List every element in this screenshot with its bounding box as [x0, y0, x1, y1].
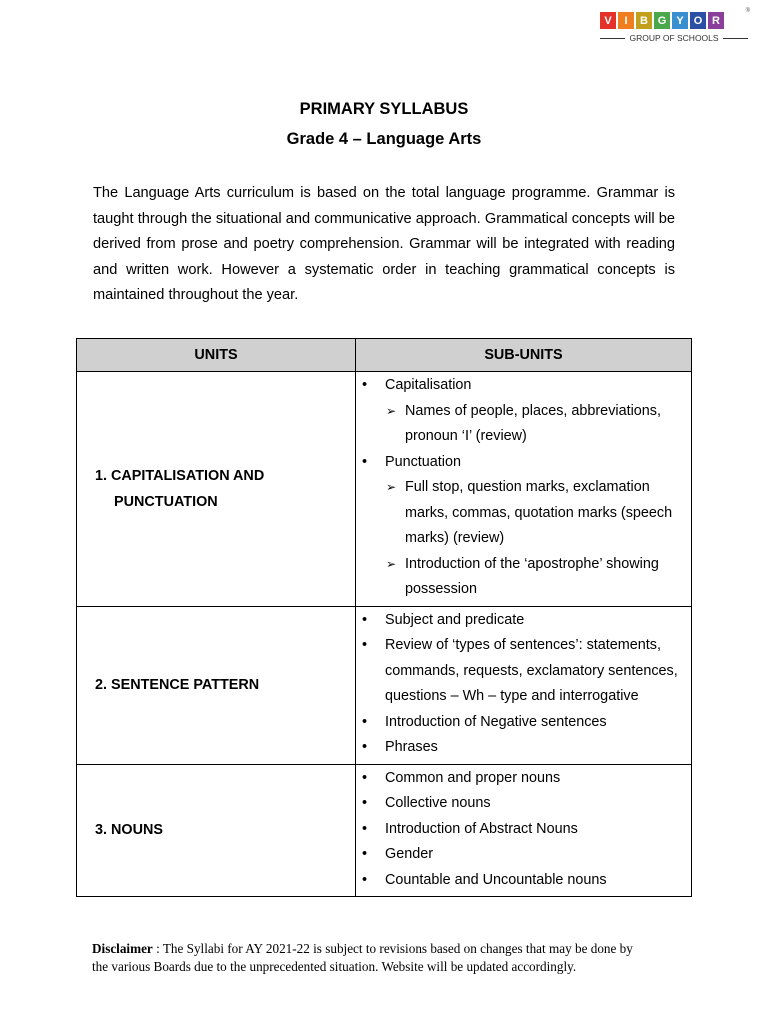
- logo-subtitle: [600, 33, 748, 43]
- list-item: • Countable and Uncountable nouns: [356, 868, 691, 894]
- disclaimer-label: Disclaimer: [92, 941, 153, 956]
- logo-letter-o: O: [690, 12, 706, 29]
- page-subtitle: Grade 4 – Language Arts: [286, 130, 482, 148]
- subunits-cell: [356, 606, 692, 764]
- list-item: • Review of ‘types of sentences’: statements, commands, requests, exclamatory sentences, questions – Wh – type and interrogative: [356, 633, 691, 710]
- subunit-label: Capitalisation: [385, 377, 472, 393]
- page-title: PRIMARY SYLLABUS: [299, 100, 469, 118]
- disclaimer-separator: :: [152, 941, 163, 956]
- detail-item: ➢ Names of people, places, abbreviations, pronoun ‘I’ (review): [385, 399, 691, 450]
- unit-title-continued: PUNCTUATION: [114, 493, 218, 510]
- logo-rule-left: [600, 38, 625, 39]
- detail-list: [385, 475, 691, 603]
- list-item: [356, 373, 691, 450]
- list-item: • Introduction of Abstract Nouns: [356, 817, 691, 843]
- unit-title: 2. SENTENCE PATTERN: [95, 677, 260, 693]
- table-header-row: [77, 339, 692, 372]
- detail-item: ➢ Introduction of the ‘apostrophe’ showing possession: [385, 552, 691, 603]
- registered-mark: ®: [745, 8, 750, 14]
- list-item: • Subject and predicate: [356, 608, 691, 634]
- subunit-list: [356, 373, 691, 603]
- logo-subtitle-text: GROUP OF SCHOOLS: [629, 33, 719, 43]
- header-units: UNITS: [77, 339, 356, 372]
- intro-paragraph: The Language Arts curriculum is based on the total language programme. Grammar is taught through the situational and communicative approach. Grammatical concepts will be derived from prose and poetry comprehension. Grammar will be integrated with reading and written work. However a systematic order in teaching grammatical concepts is maintained throughout the year.: [93, 185, 675, 303]
- logo-letter-b: B: [636, 12, 652, 29]
- syllabus-table: [76, 338, 692, 897]
- disclaimer: [92, 940, 652, 975]
- logo-letters: [600, 12, 748, 29]
- table-row: [77, 372, 692, 607]
- list-item: [356, 450, 691, 603]
- list-item: • Common and proper nouns: [356, 766, 691, 792]
- unit-title: 3. NOUNS: [95, 822, 163, 839]
- logo-letter-g: G: [654, 12, 670, 29]
- table-row: [77, 606, 692, 764]
- unit-cell: [77, 372, 356, 607]
- unit-cell: [77, 764, 356, 897]
- subunit-label: Punctuation: [385, 453, 462, 470]
- list-item: • Gender: [356, 842, 691, 868]
- unit-title: 1. CAPITALISATION AND: [95, 467, 265, 484]
- subunit-list: [356, 766, 691, 894]
- list-item: • Introduction of Negative sentences: [356, 710, 691, 736]
- school-logo: [600, 8, 750, 43]
- logo-rule-right: [723, 38, 748, 39]
- logo-letter-i: I: [618, 12, 634, 29]
- logo-letter-v: V: [600, 12, 616, 29]
- header-subunits: SUB-UNITS: [356, 339, 692, 372]
- logo-letter-r: R: [708, 12, 724, 29]
- detail-list: [385, 399, 691, 450]
- disclaimer-text: The Syllabi for AY 2021-22 is subject to revisions based on changes that may be done by the various Boards due to the unprecedented situation. Website will be updated accordingly.: [92, 941, 633, 974]
- subunits-cell: [356, 372, 692, 607]
- logo-letter-y: Y: [672, 12, 688, 29]
- detail-item: ➢ Full stop, question marks, exclamation marks, commas, quotation marks (speech marks) (review): [385, 475, 691, 552]
- list-item: • Phrases: [356, 735, 691, 761]
- table-row: [77, 764, 692, 897]
- subunit-list: [356, 608, 691, 761]
- list-item: • Collective nouns: [356, 791, 691, 817]
- subunits-cell: [356, 764, 692, 897]
- unit-cell: [77, 606, 356, 764]
